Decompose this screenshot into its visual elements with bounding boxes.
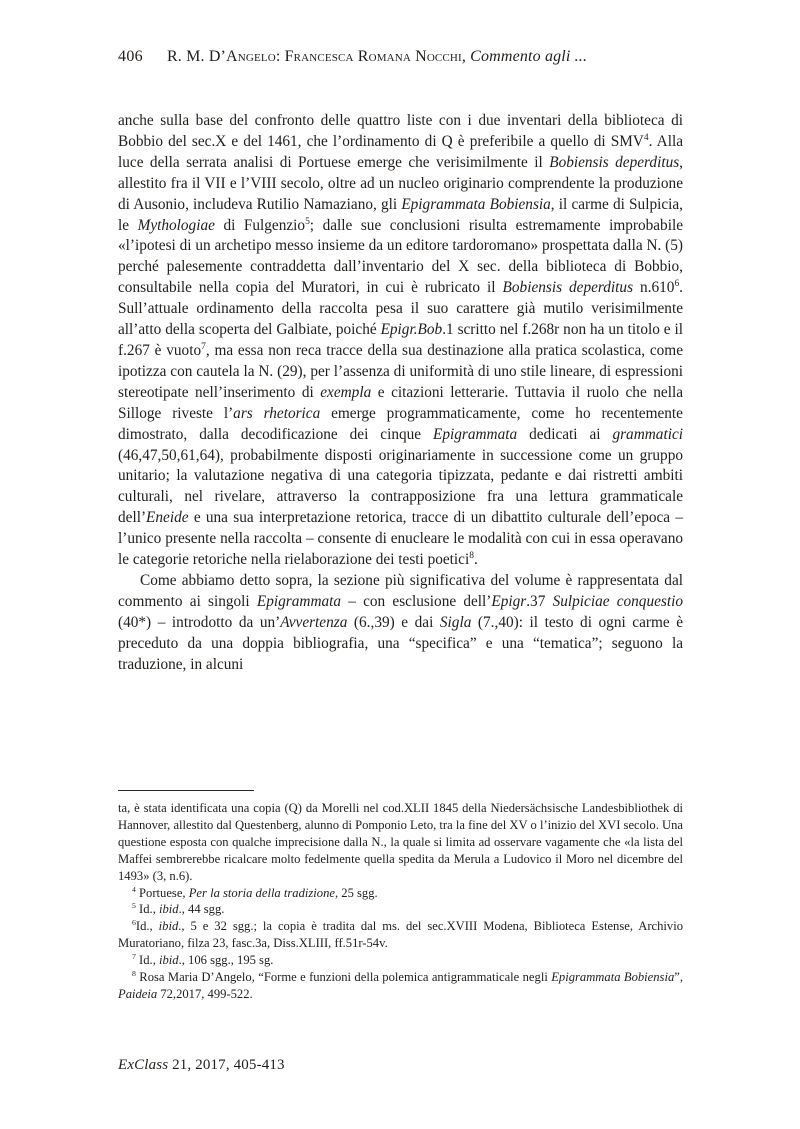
footnote: $^8$ Rosa Maria D’Angelo, “Forme e funzioni della polemica antigrammaticale negli Epigrammata Bobiensia”, Paideia 72,2017, 499-522. [118,968,683,1001]
footnote: $^4$ Portuese, Per la storia della tradizione, 25 sgg. [132,884,378,900]
running-head-title: R. M. D’Angelo: Francesca Romana Nocchi, Commento agli ... [166,48,588,65]
footnote: $^6$Id., ibid., 5 e 32 sgg.; la copia è tradita dal ms. del sec.XVIII Modena, Biblioteca Estense, Archivio Muratoriano, filza 23, fasc.3a, Diss.XLIII, ff.51r-54v. [118,918,683,951]
body-paragraph: Come abbiamo detto sopra, la sezione più significativa del volume è rappresentata dal commento ai singoli Epigrammata – con esclusione dell’Epigr.37 Sulpiciae conquestio (40*) – introdotto da un’Avvertenza (6.,39) e dai Sigla (7.,40): il testo di ogni carme è preceduto da una doppia bibliografia, una “specifica” e una “tematica”; seguono la traduzione, in alcuni [118,571,684,673]
footnote: $^7$ Id., ibid., 106 sgg., 195 sg. [132,951,274,968]
page-number: 406 [118,48,143,65]
footnote: $^5$ Id., ibid., 44 sgg. [132,901,225,917]
footnote-continuation: ta, è stata identificata una copia (Q) da Morelli nel cod.XLII 1845 della Niedersächsische Landesbibliothek di Hannover, allestito dal Questenberg, alunno di Pomponio Leto, tra la fine del XV o l’inizio del XVI secolo. Una questione esposta con qualche imprecisione dalla N., la quale si limita ad osservare vagamente che «la lista del Maffei sembrerebbe ricalcare molto fedelmente quella spedita da Merula a Ludovico il Moro nel dicembre del 1493» (3, n.6). [118,801,683,883]
running-head [118,48,683,66]
footnotes-section [118,790,683,1003]
journal-citation-footer: ExClass 21, 2017, 405-413 [118,1057,285,1073]
footnote-separator-rule [118,790,254,791]
body-text [118,111,683,675]
body-paragraph: anche sulla base del confronto delle quattro liste con i due inventari della biblioteca di Bobbio del sec.X e del 1461, che l’ordinamento di Q è preferibile a quello di SMV$^4$. Alla luce della serrata analisi di Portuese emerge che verisimilmente il Bobiensis deperditus, allestito fra il VII e l’VIII secolo, oltre ad un nucleo originario comprendente la produzione di Ausonio, includeva Rutilio Namaziano, gli Epigrammata Bobiensia, il carme di Sulpicia, le Mythologiae di Fulgenzio$^5$; dalle sue conclusioni risulta estremamente improbabile «l’ipotesi di un archetipo messo insieme da un editore tardoromano» prospettata dalla N. (5) perché palesemente contraddetta dall’inventario del X sec. della biblioteca di Bobbio, consultabile nella copia del Muratori, in cui è rubricato il Bobiensis deperditus n.610$^6$. Sull’attuale ordinamento della raccolta pesa il suo carattere già mutilo verisimilmente all’atto della scoperta del Galbiate, poiché Epigr.Bob.1 scritto nel f.268r non ha un titolo e il f.267 è vuoto$^7$, ma essa non reca tracce della sua destinazione alla pratica scolastica, come ipotizza con cautela la N. (29), per l’assenza di uniformità di uno stile lineare, di espressioni stereotipate nell’inserimento di exempla e citazioni letterarie. Tuttavia il ruolo che nella Silloge riveste l’ars rhetorica emerge programmaticamente, come ho recentemente dimostrato, dalla decodificazione dei cinque Epigrammata dedicati ai grammatici (46,47,50,61,64), probabilmente disposti originariamente in successione come un gruppo unitario; la valutazione negativa di una categoria tipizzata, pedante e dai ristretti ambiti culturali, nel rivelare, attraverso la contrapposizione fra una lettura grammaticale dell’Eneide e una sua interpretazione retorica, tracce di un dibattito culturale dell’epoca – l’unico presente nella raccolta – consente di enucleare le modalità con cui in essa operavano le categorie retoriche nella rielaborazione dei testi poetici$^8$. [118,112,684,569]
